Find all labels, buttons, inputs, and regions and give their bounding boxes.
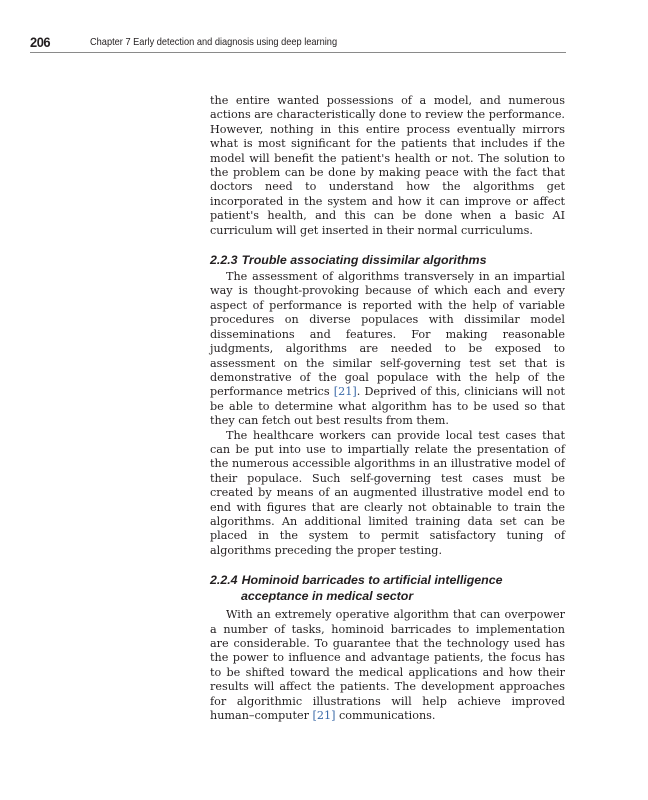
paragraph-text: The assessment of algorithms transversely in an impartial way is thought-provoking because of which each and every aspect of performance is reported with the help of variable procedures on diverse populaces with dissimilar model disseminations and features. For making reasonable judgments, algorithms are needed to be exposed to assessment on the similar self-governing test set that is demonstrative of the goal populace with the help of the performance metrics bbox=[210, 270, 565, 399]
section-heading-2-2-4 bbox=[210, 572, 565, 604]
main-text-column bbox=[210, 94, 565, 723]
running-header bbox=[30, 34, 566, 53]
paragraph-text: With an extremely operative algorithm that can overpower a number of tasks, hominoid barricades to implementation are considerable. To guarantee that the technology used has the power to influence and advantage patients, the focus has to be shifted toward the medical applications and how their results will affect the patients. The development approaches for algorithmic illustrations will help achieve improved human–computer bbox=[210, 608, 565, 723]
paragraph-continuation: the entire wanted possessions of a model, and numerous actions are characteristically done to review the performance. However, nothing in this entire process eventually mirrors what is most significant for the patients that includes if the model will benefit the patient's health or not. The solution to the problem can be done by making peace with the fact that doctors need to understand how the algorithms get incorporated in the system and how it can improve or affect patient's health, and this can be done when a basic AI curriculum will get inserted in their normal curriculums. bbox=[210, 94, 565, 237]
paragraph-text: . Deprived of this, clinicians will not be able to determine what algorithm has to be used so that they can fetch out best results from them. bbox=[210, 385, 565, 428]
paragraph-text: communications. bbox=[335, 709, 436, 723]
citation-link[interactable]: [21] bbox=[333, 385, 357, 399]
section-number: 2.2.3 bbox=[210, 253, 238, 268]
paragraph-local-test-cases: The healthcare workers can provide local test cases that can be put into use to impartially relate the presentation of the numerous accessible algorithms in an illustrative model of their populace. Such self-governing test cases must be created by means of an augmented illustrative model end to end with figures that are clearly not obtainable to train the algorithms. An additional limited training data set can be placed in the system to permit satisfactory tuning of algorithms preceding the proper testing. bbox=[210, 428, 565, 557]
citation-link[interactable]: [21] bbox=[312, 709, 336, 723]
section-title: Hominoid barricades to artificial intelligence acceptance in medical sector bbox=[241, 573, 503, 604]
paragraph-hominoid-barricades bbox=[210, 608, 565, 723]
section-title: Trouble associating dissimilar algorithms bbox=[241, 253, 487, 268]
section-number: 2.2.4 bbox=[210, 573, 238, 588]
paragraph-algorithm-assessment bbox=[210, 270, 565, 428]
page-number: 206 bbox=[30, 34, 51, 50]
section-heading-2-2-3 bbox=[210, 252, 565, 268]
chapter-title: Chapter 7 Early detection and diagnosis using deep learning bbox=[90, 36, 338, 48]
